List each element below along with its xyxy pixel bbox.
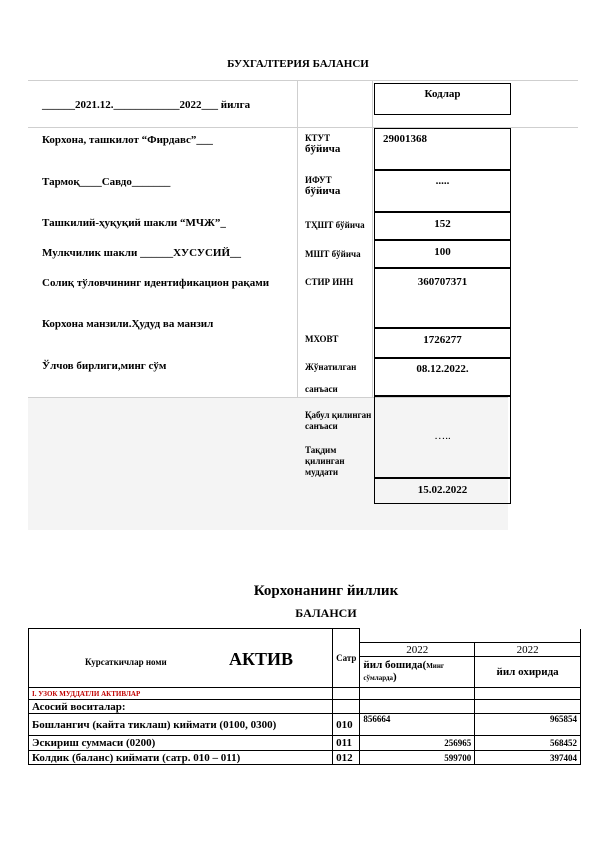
stir-value: 360707371 bbox=[374, 268, 511, 328]
section-heading: I. УЗОК МУДДАТЛИ АКТИВЛАР bbox=[29, 688, 333, 700]
table-row bbox=[29, 700, 581, 714]
spacer-cell bbox=[360, 629, 475, 643]
start-column-label bbox=[360, 657, 475, 688]
branch-label: Тармоқ____Савдо_______ bbox=[42, 176, 171, 188]
row-line: 012 bbox=[333, 751, 360, 765]
row-line: 010 bbox=[333, 714, 360, 736]
mkhovt-value: 1726277 bbox=[374, 328, 511, 358]
row-name: Колдик (баланс) киймати (сатр. 010 – 011) bbox=[29, 751, 333, 765]
sent-label: Жўнатилган bbox=[305, 362, 357, 372]
ifut-suffix: бўйича bbox=[305, 185, 341, 197]
deadline-label: Тақдим қилинган муддати bbox=[305, 445, 345, 477]
annual-title: Корхонанинг йиллик bbox=[253, 583, 399, 599]
ktut-suffix: бўйича bbox=[305, 143, 341, 155]
aktiv-label: АКТИВ bbox=[229, 649, 294, 669]
row-start bbox=[360, 700, 475, 714]
codes-header: Кодлар bbox=[374, 83, 511, 115]
line-column-label: Сатр bbox=[333, 629, 360, 688]
row-line: 011 bbox=[333, 736, 360, 751]
ifut-value: ..... bbox=[374, 170, 511, 212]
tin-label: Солиқ тўловчининг идентификацион рақами bbox=[42, 277, 270, 289]
empty-cell bbox=[360, 688, 475, 700]
balance-title: БАЛАНСИ bbox=[295, 606, 357, 620]
empty-cell bbox=[333, 688, 360, 700]
tkhsht-label: ТҲШТ бўйича bbox=[305, 220, 365, 230]
row-end: 397404 bbox=[475, 751, 581, 765]
accepted-value: ….. bbox=[374, 396, 511, 478]
unit-label: Ўлчов бирлиги,минг сўм bbox=[42, 360, 167, 372]
deadline-value: 15.02.2022 bbox=[374, 478, 511, 504]
empty-cell bbox=[475, 688, 581, 700]
row-line bbox=[333, 700, 360, 714]
address-label: Корхона манзили.Ҳудуд ва манзил bbox=[42, 318, 214, 330]
document-title: БУХГАЛТЕРИЯ БАЛАНСИ bbox=[227, 58, 369, 70]
row-name: Бошлангич (кайта тиклаш) киймати (0100, 0300) bbox=[29, 714, 333, 736]
legal-form-label: Ташкилий-ҳуқуқий шакли “МЧЖ”_ bbox=[42, 217, 226, 229]
date-line: ______2021.12.____________2022___ йилга bbox=[42, 99, 251, 111]
ifut-label-text: ИФУТ bbox=[305, 175, 332, 185]
row-name: Эскириш суммаси (0200) bbox=[29, 736, 333, 751]
start-label-close: ) bbox=[393, 671, 397, 684]
msht-label: МШТ бўйича bbox=[305, 249, 361, 259]
row-name: Асосий воситалар: bbox=[29, 700, 333, 714]
table-row bbox=[29, 736, 581, 751]
grid-line bbox=[28, 80, 578, 81]
balance-table bbox=[28, 628, 581, 765]
end-column-label: йил охирида bbox=[475, 657, 581, 688]
ktut-value: 29001368 bbox=[374, 128, 511, 170]
org-label: Корхона, ташкилот “Фирдавс”___ bbox=[42, 134, 213, 146]
ktut-label bbox=[305, 133, 340, 155]
row-start: 856664 bbox=[360, 714, 475, 736]
table-row bbox=[29, 714, 581, 736]
tkhsht-value: 152 bbox=[374, 212, 511, 240]
ktut-label-text: КТУТ bbox=[305, 133, 331, 143]
msht-value: 100 bbox=[374, 240, 511, 268]
row-end: 965854 bbox=[475, 714, 581, 736]
ownership-label: Мулкчилик шакли ______ХУСУСИЙ__ bbox=[42, 247, 242, 259]
sent-date-label: санъаси bbox=[305, 384, 338, 394]
mkhovt-label: МХОВТ bbox=[305, 334, 339, 344]
start-label-main: йил бошида( bbox=[363, 659, 427, 672]
row-start: 599700 bbox=[360, 751, 475, 765]
row-end bbox=[475, 700, 581, 714]
column-name-label: Курсаткичлар номи bbox=[85, 657, 167, 667]
year-start: 2022 bbox=[360, 643, 475, 657]
accepted-label: Қабул қилинган санъаси bbox=[305, 410, 372, 431]
table-row bbox=[29, 751, 581, 765]
sent-value: 08.12.2022. bbox=[374, 358, 511, 396]
header-name-cell bbox=[29, 629, 333, 688]
year-end: 2022 bbox=[475, 643, 581, 657]
row-start: 256965 bbox=[360, 736, 475, 751]
stir-label: СТИР ИНН bbox=[305, 277, 354, 287]
spacer-cell bbox=[475, 629, 581, 643]
start-label-unit: Минг сўмларда bbox=[363, 662, 445, 683]
ifut-label bbox=[305, 175, 340, 197]
row-end: 568452 bbox=[475, 736, 581, 751]
